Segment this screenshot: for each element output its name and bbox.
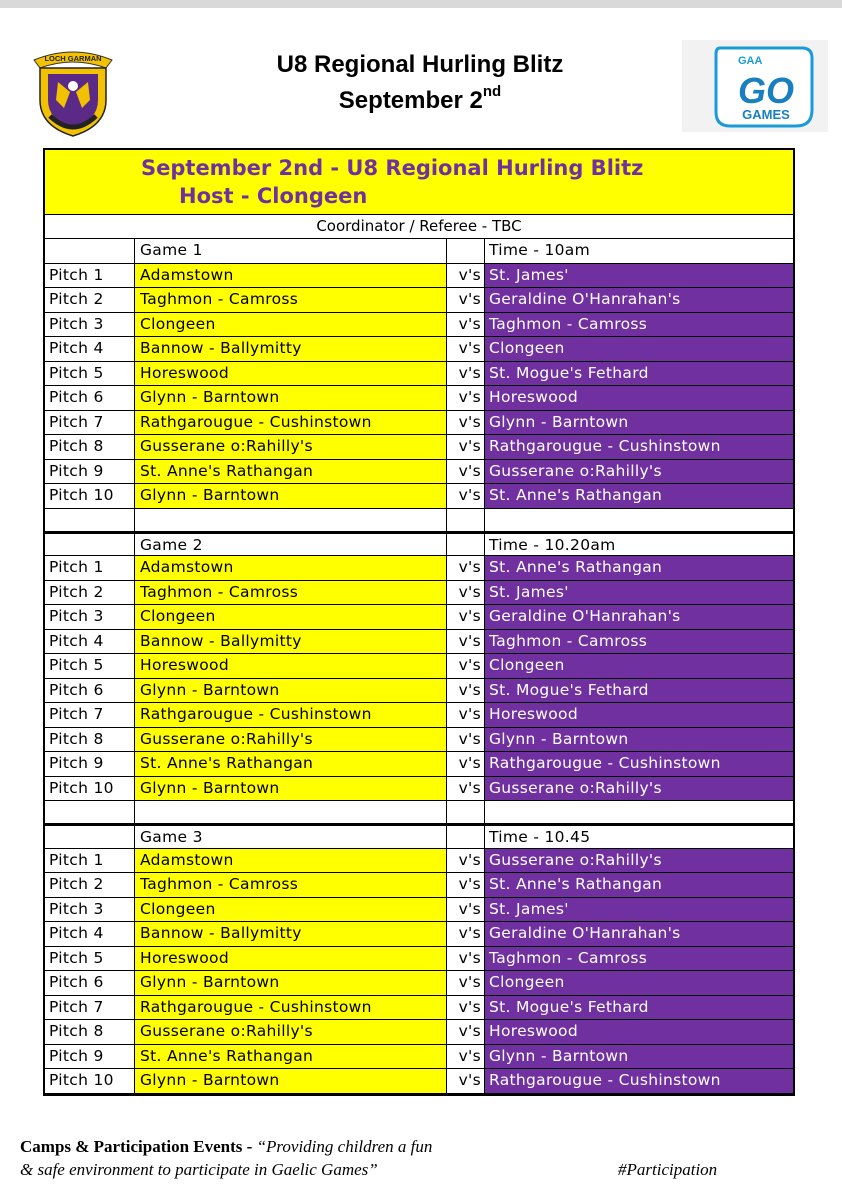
home-team: Glynn - Barntown [135, 484, 447, 508]
home-team: Glynn - Barntown [135, 971, 447, 995]
fixture-row [45, 581, 793, 606]
home-team: Clongeen [135, 898, 447, 922]
page-subtitle: September 2nd [338, 83, 502, 114]
fixture-row [45, 996, 793, 1021]
banner-title: September 2nd - U8 Regional Hurling Blitz [141, 156, 644, 180]
versus-label: v's [447, 947, 485, 971]
away-team: Taghmon - Camross [485, 947, 793, 971]
footer-quote-2: & safe environment to participate in Gaelic Games” [20, 1160, 378, 1179]
home-team: Gusserane o:Rahilly's [135, 728, 447, 752]
home-team: Adamstown [135, 264, 447, 288]
fixture-row [45, 1020, 793, 1045]
versus-label: v's [447, 288, 485, 312]
pitch-label: Pitch 4 [45, 630, 135, 654]
spacer-row [45, 801, 793, 824]
fixture-row [45, 703, 793, 728]
home-team: Horeswood [135, 947, 447, 971]
top-strip [0, 0, 842, 8]
versus-label: v's [447, 362, 485, 386]
pitch-label: Pitch 8 [45, 728, 135, 752]
versus-label: v's [447, 386, 485, 410]
fixture-row [45, 605, 793, 630]
home-team: St. Anne's Rathangan [135, 1045, 447, 1069]
schedule-banner [45, 150, 793, 215]
versus-label: v's [447, 1069, 485, 1093]
versus-label: v's [447, 264, 485, 288]
game-label: Game 2 [135, 534, 447, 556]
pitch-label: Pitch 2 [45, 873, 135, 897]
away-team: Clongeen [485, 654, 793, 678]
fixture-row [45, 849, 793, 874]
versus-label: v's [447, 1020, 485, 1044]
svg-text:GO: GO [737, 70, 795, 111]
fixture-row [45, 752, 793, 777]
footer-hashtag: #Participation [618, 1160, 718, 1179]
versus-label: v's [447, 898, 485, 922]
home-team: Horeswood [135, 654, 447, 678]
pitch-label: Pitch 4 [45, 922, 135, 946]
fixture-row [45, 922, 793, 947]
coordinator-row: Coordinator / Referee - TBC [45, 215, 793, 239]
away-team: Taghmon - Camross [485, 313, 793, 337]
spacer-cell [135, 509, 447, 531]
fixture-row [45, 313, 793, 338]
away-team: St. James' [485, 898, 793, 922]
fixture-row [45, 288, 793, 313]
fixture-row [45, 630, 793, 655]
pitch-label: Pitch 10 [45, 484, 135, 508]
pitch-label: Pitch 2 [45, 581, 135, 605]
fixture-row [45, 362, 793, 387]
fixture-row [45, 1045, 793, 1070]
home-team: Taghmon - Camross [135, 581, 447, 605]
fixture-row [45, 1069, 793, 1094]
game-header-row [45, 824, 793, 849]
pitch-label: Pitch 6 [45, 386, 135, 410]
fixture-row [45, 556, 793, 581]
away-team: St. Mogue's Fethard [485, 362, 793, 386]
away-team: Gusserane o:Rahilly's [485, 460, 793, 484]
spacer-cell [447, 801, 485, 823]
spacer-cell [45, 509, 135, 531]
pitch-label: Pitch 9 [45, 1045, 135, 1069]
games-container [45, 239, 793, 1094]
pitch-label: Pitch 8 [45, 435, 135, 459]
home-team: Rathgarougue - Cushinstown [135, 996, 447, 1020]
home-team: Gusserane o:Rahilly's [135, 1020, 447, 1044]
pitch-label: Pitch 7 [45, 996, 135, 1020]
away-team: St. James' [485, 264, 793, 288]
versus-label: v's [447, 435, 485, 459]
home-team: Bannow - Ballymitty [135, 630, 447, 654]
pitch-label: Pitch 8 [45, 1020, 135, 1044]
wexford-crest-logo [28, 42, 118, 140]
home-team: Glynn - Barntown [135, 1069, 447, 1093]
away-team: Taghmon - Camross [485, 630, 793, 654]
versus-label: v's [447, 460, 485, 484]
game-header-row [45, 239, 793, 264]
game-time: Time - 10.45 [489, 828, 591, 846]
footer-org: Camps & Participation Events - [20, 1137, 253, 1156]
home-team: Gusserane o:Rahilly's [135, 435, 447, 459]
versus-label: v's [447, 654, 485, 678]
pitch-label: Pitch 6 [45, 971, 135, 995]
pitch-label: Pitch 7 [45, 411, 135, 435]
away-team: Gusserane o:Rahilly's [485, 777, 793, 801]
spacer-cell [485, 801, 793, 823]
away-team: St. Anne's Rathangan [485, 484, 793, 508]
game-time: Time - 10.20am [489, 535, 616, 554]
pitch-label: Pitch 1 [45, 264, 135, 288]
pitch-label: Pitch 5 [45, 362, 135, 386]
go-games-logo [682, 40, 828, 132]
versus-label: v's [447, 728, 485, 752]
away-team: Glynn - Barntown [485, 411, 793, 435]
fixture-row [45, 484, 793, 509]
game-time: Time - 10am [489, 241, 590, 259]
versus-label: v's [447, 605, 485, 629]
footer-quote-1: “Providing children a fun [256, 1137, 433, 1156]
away-team: Geraldine O'Hanrahan's [485, 288, 793, 312]
home-team: St. Anne's Rathangan [135, 752, 447, 776]
versus-label: v's [447, 703, 485, 727]
away-team: St. Anne's Rathangan [485, 873, 793, 897]
header-blank-cell [447, 239, 485, 263]
home-team: Glynn - Barntown [135, 679, 447, 703]
versus-label: v's [447, 849, 485, 873]
pitch-label: Pitch 10 [45, 1069, 135, 1093]
pitch-label: Pitch 3 [45, 898, 135, 922]
home-team: Bannow - Ballymitty [135, 922, 447, 946]
fixture-row [45, 898, 793, 923]
away-team: Geraldine O'Hanrahan's [485, 605, 793, 629]
pitch-label: Pitch 3 [45, 313, 135, 337]
versus-label: v's [447, 1045, 485, 1069]
home-team: Glynn - Barntown [135, 777, 447, 801]
spacer-row [45, 509, 793, 532]
pitch-label: Pitch 7 [45, 703, 135, 727]
versus-label: v's [447, 484, 485, 508]
header-blank-cell [447, 826, 485, 848]
pitch-label: Pitch 6 [45, 679, 135, 703]
away-team: Gusserane o:Rahilly's [485, 849, 793, 873]
header-blank-cell [45, 534, 135, 556]
versus-label: v's [447, 752, 485, 776]
away-team: Clongeen [485, 337, 793, 361]
away-team: St. Mogue's Fethard [485, 996, 793, 1020]
game-label: Game 3 [135, 826, 447, 848]
away-team: Horeswood [485, 386, 793, 410]
away-team: Glynn - Barntown [485, 1045, 793, 1069]
home-team: Horeswood [135, 362, 447, 386]
svg-text:GAA: GAA [738, 55, 763, 67]
pitch-label: Pitch 9 [45, 752, 135, 776]
header-blank-cell [447, 534, 485, 556]
home-team: Clongeen [135, 605, 447, 629]
home-team: Glynn - Barntown [135, 386, 447, 410]
versus-label: v's [447, 922, 485, 946]
fixture-row [45, 971, 793, 996]
header-blank-cell [45, 826, 135, 848]
fixture-row [45, 679, 793, 704]
away-team: Geraldine O'Hanrahan's [485, 922, 793, 946]
pitch-label: Pitch 4 [45, 337, 135, 361]
away-team: Rathgarougue - Cushinstown [485, 752, 793, 776]
fixture-row [45, 435, 793, 460]
spacer-cell [45, 801, 135, 823]
versus-label: v's [447, 313, 485, 337]
home-team: Adamstown [135, 849, 447, 873]
away-team: Glynn - Barntown [485, 728, 793, 752]
pitch-label: Pitch 10 [45, 777, 135, 801]
pitch-label: Pitch 1 [45, 556, 135, 580]
game-label: Game 1 [135, 239, 447, 263]
home-team: St. Anne's Rathangan [135, 460, 447, 484]
home-team: Taghmon - Camross [135, 873, 447, 897]
fixture-row [45, 728, 793, 753]
away-team: Horeswood [485, 1020, 793, 1044]
pitch-label: Pitch 3 [45, 605, 135, 629]
fixture-row [45, 654, 793, 679]
versus-label: v's [447, 337, 485, 361]
page-title: U8 Regional Hurling Blitz [276, 51, 564, 78]
spacer-cell [135, 801, 447, 823]
home-team: Adamstown [135, 556, 447, 580]
schedule-table [43, 148, 795, 1096]
versus-label: v's [447, 873, 485, 897]
svg-text:GAMES: GAMES [742, 107, 790, 122]
svg-text:LOCH GARMAN: LOCH GARMAN [44, 54, 102, 63]
versus-label: v's [447, 679, 485, 703]
versus-label: v's [447, 777, 485, 801]
fixture-row [45, 947, 793, 972]
home-team: Rathgarougue - Cushinstown [135, 703, 447, 727]
versus-label: v's [447, 996, 485, 1020]
away-team: Horeswood [485, 703, 793, 727]
away-team: Rathgarougue - Cushinstown [485, 435, 793, 459]
pitch-label: Pitch 5 [45, 654, 135, 678]
spacer-cell [447, 509, 485, 531]
away-team: Clongeen [485, 971, 793, 995]
fixture-row [45, 873, 793, 898]
fixture-row [45, 337, 793, 362]
home-team: Rathgarougue - Cushinstown [135, 411, 447, 435]
away-team: St. James' [485, 581, 793, 605]
fixture-row [45, 411, 793, 436]
home-team: Clongeen [135, 313, 447, 337]
versus-label: v's [447, 411, 485, 435]
header-blank-cell [45, 239, 135, 263]
pitch-label: Pitch 5 [45, 947, 135, 971]
fixture-row [45, 460, 793, 485]
pitch-label: Pitch 9 [45, 460, 135, 484]
versus-label: v's [447, 581, 485, 605]
versus-label: v's [447, 971, 485, 995]
home-team: Bannow - Ballymitty [135, 337, 447, 361]
home-team: Taghmon - Camross [135, 288, 447, 312]
away-team: St. Anne's Rathangan [485, 556, 793, 580]
fixture-row [45, 386, 793, 411]
pitch-label: Pitch 2 [45, 288, 135, 312]
versus-label: v's [447, 556, 485, 580]
spacer-cell [485, 509, 793, 531]
game-header-row [45, 532, 793, 557]
fixture-row [45, 777, 793, 802]
fixture-row [45, 264, 793, 289]
away-team: St. Mogue's Fethard [485, 679, 793, 703]
away-team: Rathgarougue - Cushinstown [485, 1069, 793, 1093]
versus-label: v's [447, 630, 485, 654]
banner-host: Host - Clongeen [179, 184, 368, 208]
pitch-label: Pitch 1 [45, 849, 135, 873]
footer-line-1 [20, 1137, 432, 1157]
